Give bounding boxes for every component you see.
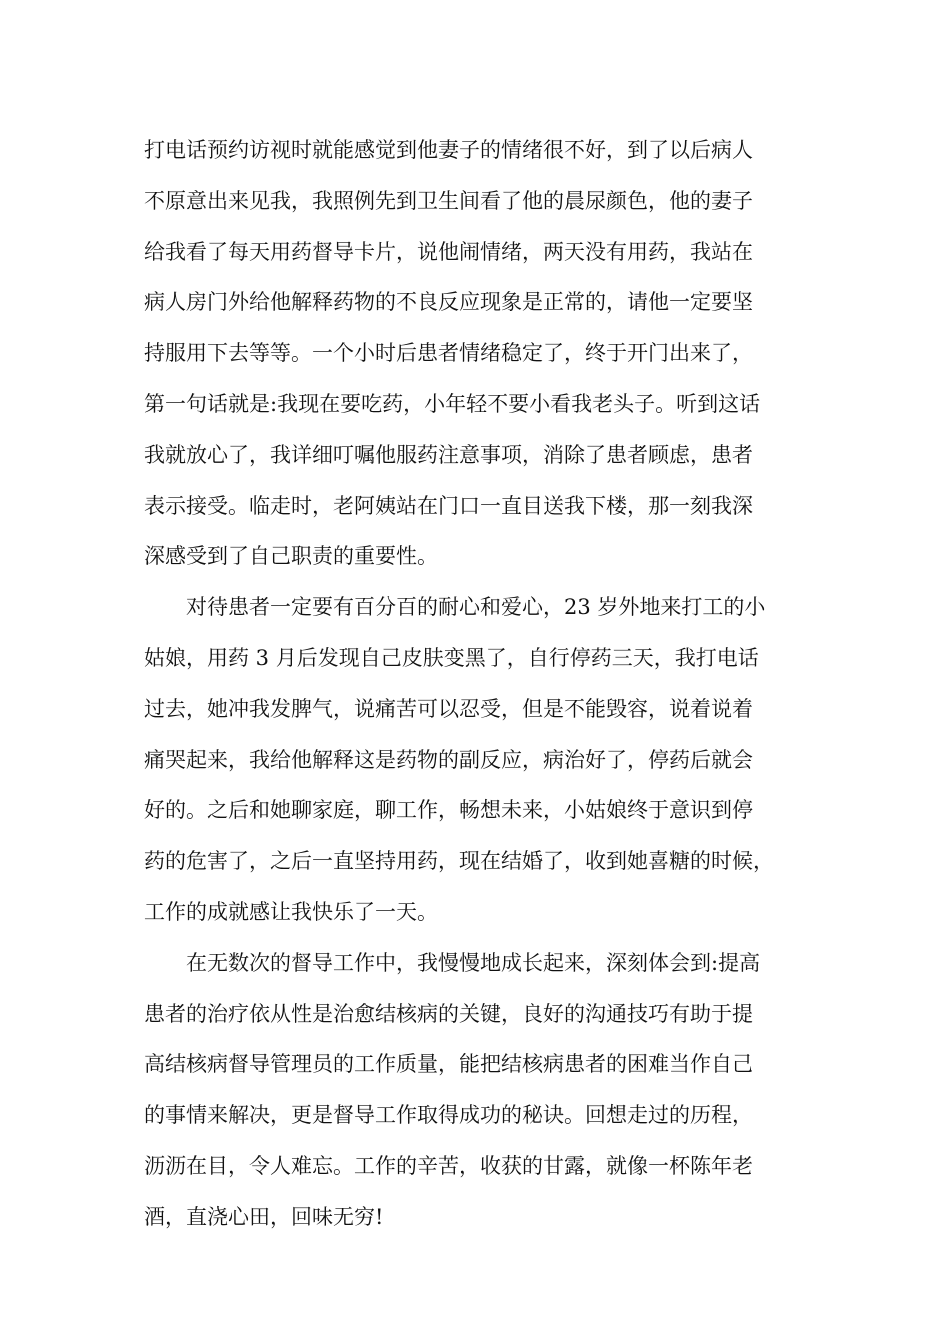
text-line: 姑娘，用药 3 月后发现自己皮肤变黑了，自行停药三天，我打电话 [144,645,759,670]
text-line: 痛哭起来，我给他解释这是药物的副反应，病治好了，停药后就会 [144,747,753,772]
text-line: 过去，她冲我发脾气，说痛苦可以忍受，但是不能毁容，说着说着 [144,696,753,721]
text-line: 不原意出来见我，我照例先到卫生间看了他的晨尿颜色，他的妻子 [144,188,753,213]
text-line-content: 在无数次的督导工作中，我慢慢地成长起来，深刻体会到:提高 [186,950,761,975]
text-line: 打电话预约访视时就能感觉到他妻子的情绪很不好，到了以后病人 [144,138,753,162]
paragraph-3 [144,938,824,1243]
text-line: 表示接受。临走时，老阿姨站在门口一直目送我下楼，那一刻我深 [144,493,753,518]
text-line: 沥沥在目，令人难忘。工作的辛苦，收获的甘露，就像一杯陈年老 [144,1153,753,1178]
text-line: 工作的成就感让我快乐了一天。 [144,899,438,924]
text-line-indented [144,938,824,989]
document-page [144,125,824,1243]
text-line: 第一句话就是:我现在要吃药，小年轻不要小看我老头子。听到这话 [144,391,761,416]
text-line: 深感受到了自己职责的重要性。 [144,544,438,569]
text-line: 高结核病督导管理员的工作质量，能把结核病患者的困难当作自己 [144,1052,753,1077]
text-line: 药的危害了，之后一直坚持用药，现在结婚了，收到她喜糖的时候， [144,849,774,874]
text-line-content: 对待患者一定要有百分百的耐心和爱心，23 岁外地来打工的小 [186,595,766,620]
text-line: 的事情来解决，更是督导工作取得成功的秘诀。回想走过的历程， [144,1103,753,1128]
paragraph-2 [144,582,824,938]
text-line: 给我看了每天用药督导卡片，说他闹情绪，两天没有用药，我站在 [144,239,753,264]
text-line: 酒，直浇心田，回味无穷! [144,1204,384,1229]
text-line: 患者的治疗依从性是治愈结核病的关键，良好的沟通技巧有助于提 [144,1001,753,1026]
text-line-indented [144,582,824,633]
text-line: 持服用下去等等。一个小时后患者情绪稳定了，终于开门出来了， [144,341,753,366]
text-line: 病人房门外给他解释药物的不良反应现象是正常的，请他一定要坚 [144,290,753,315]
text-line: 我就放心了，我详细叮嘱他服药注意事项，消除了患者顾虑，患者 [144,442,753,467]
paragraph-1 [144,125,824,582]
text-line: 好的。之后和她聊家庭，聊工作，畅想未来，小姑娘终于意识到停 [144,798,753,823]
